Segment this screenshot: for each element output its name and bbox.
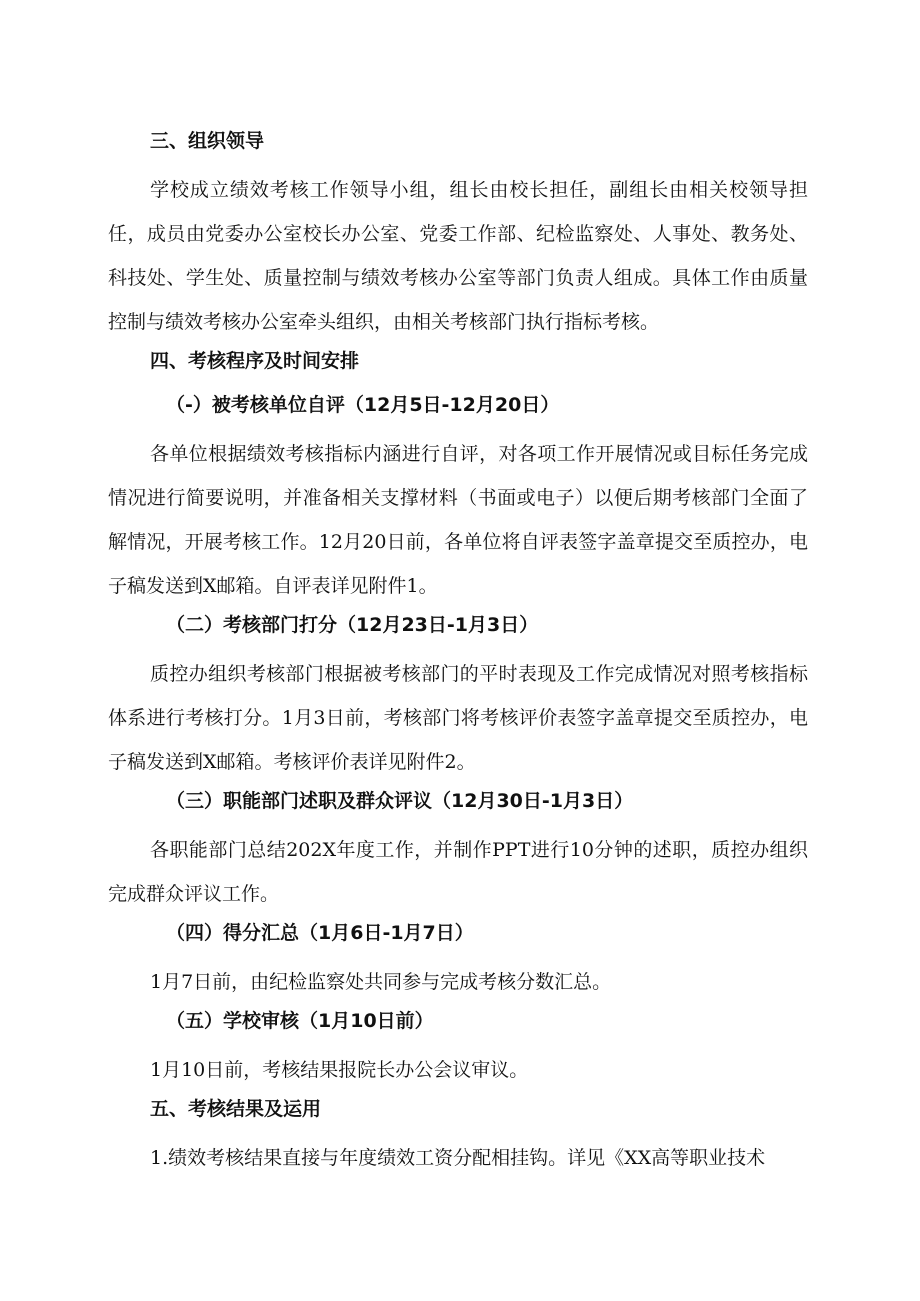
paragraph-results: 1.绩效考核结果直接与年度绩效工资分配相挂钩。详见《XX高等职业技术	[150, 1147, 766, 1169]
subheading-score-summary: （四）得分汇总（1月6日-1月7日）	[166, 922, 474, 944]
subheading-department-scoring: （二）考核部门打分（12月23日-1月3日）	[166, 614, 539, 636]
subheading-school-review: （五）学校审核（1月10日前）	[166, 1010, 434, 1032]
subheading-report-review: （三）职能部门述职及群众评议（12月30日-1月3日）	[166, 790, 634, 812]
subheading-self-evaluation: （-）被考核单位自评（12月5日-12月20日）	[166, 394, 560, 416]
paragraph-organization: 学校成立绩效考核工作领导小组，组长由校长担任，副组长由相关校领导担任，成员由党委办公室校长办公室、党委工作部、纪检监察处、人事处、教务处、科技处、学生处、质量控制与绩效考核办公室等部门负责人组成。具体工作由质量控制与绩效考核办公室牵头组织，由相关考核部门执行指标考核。	[108, 179, 808, 333]
section-heading-procedure: 四、考核程序及时间安排	[150, 350, 360, 372]
paragraph-self-evaluation: 各单位根据绩效考核指标内涵进行自评，对各项工作开展情况或目标任务完成情况进行简要说明，并准备相关支撑材料（书面或电子）以便后期考核部门全面了解情况，开展考核工作。12月20日前，各单位将自评表签字盖章提交至质控办，电子稿发送到X邮箱。自评表详见附件1。	[108, 443, 808, 597]
section-heading-results: 五、考核结果及运用	[150, 1098, 322, 1120]
document-page	[108, 124, 808, 1180]
paragraph-report-review: 各职能部门总结202X年度工作，并制作PPT进行10分钟的述职，质控办组织完成群众评议工作。	[108, 839, 808, 905]
section-heading-organization: 三、组织领导	[150, 130, 265, 152]
paragraph-school-review: 1月10日前，考核结果报院长办公会议审议。	[150, 1059, 529, 1081]
paragraph-score-summary: 1月7日前，由纪检监察处共同参与完成考核分数汇总。	[150, 971, 612, 993]
paragraph-department-scoring: 质控办组织考核部门根据被考核部门的平时表现及工作完成情况对照考核指标体系进行考核打分。1月3日前，考核部门将考核评价表签字盖章提交至质控办，电子稿发送到X邮箱。考核评价表详见附件2。	[108, 663, 808, 773]
